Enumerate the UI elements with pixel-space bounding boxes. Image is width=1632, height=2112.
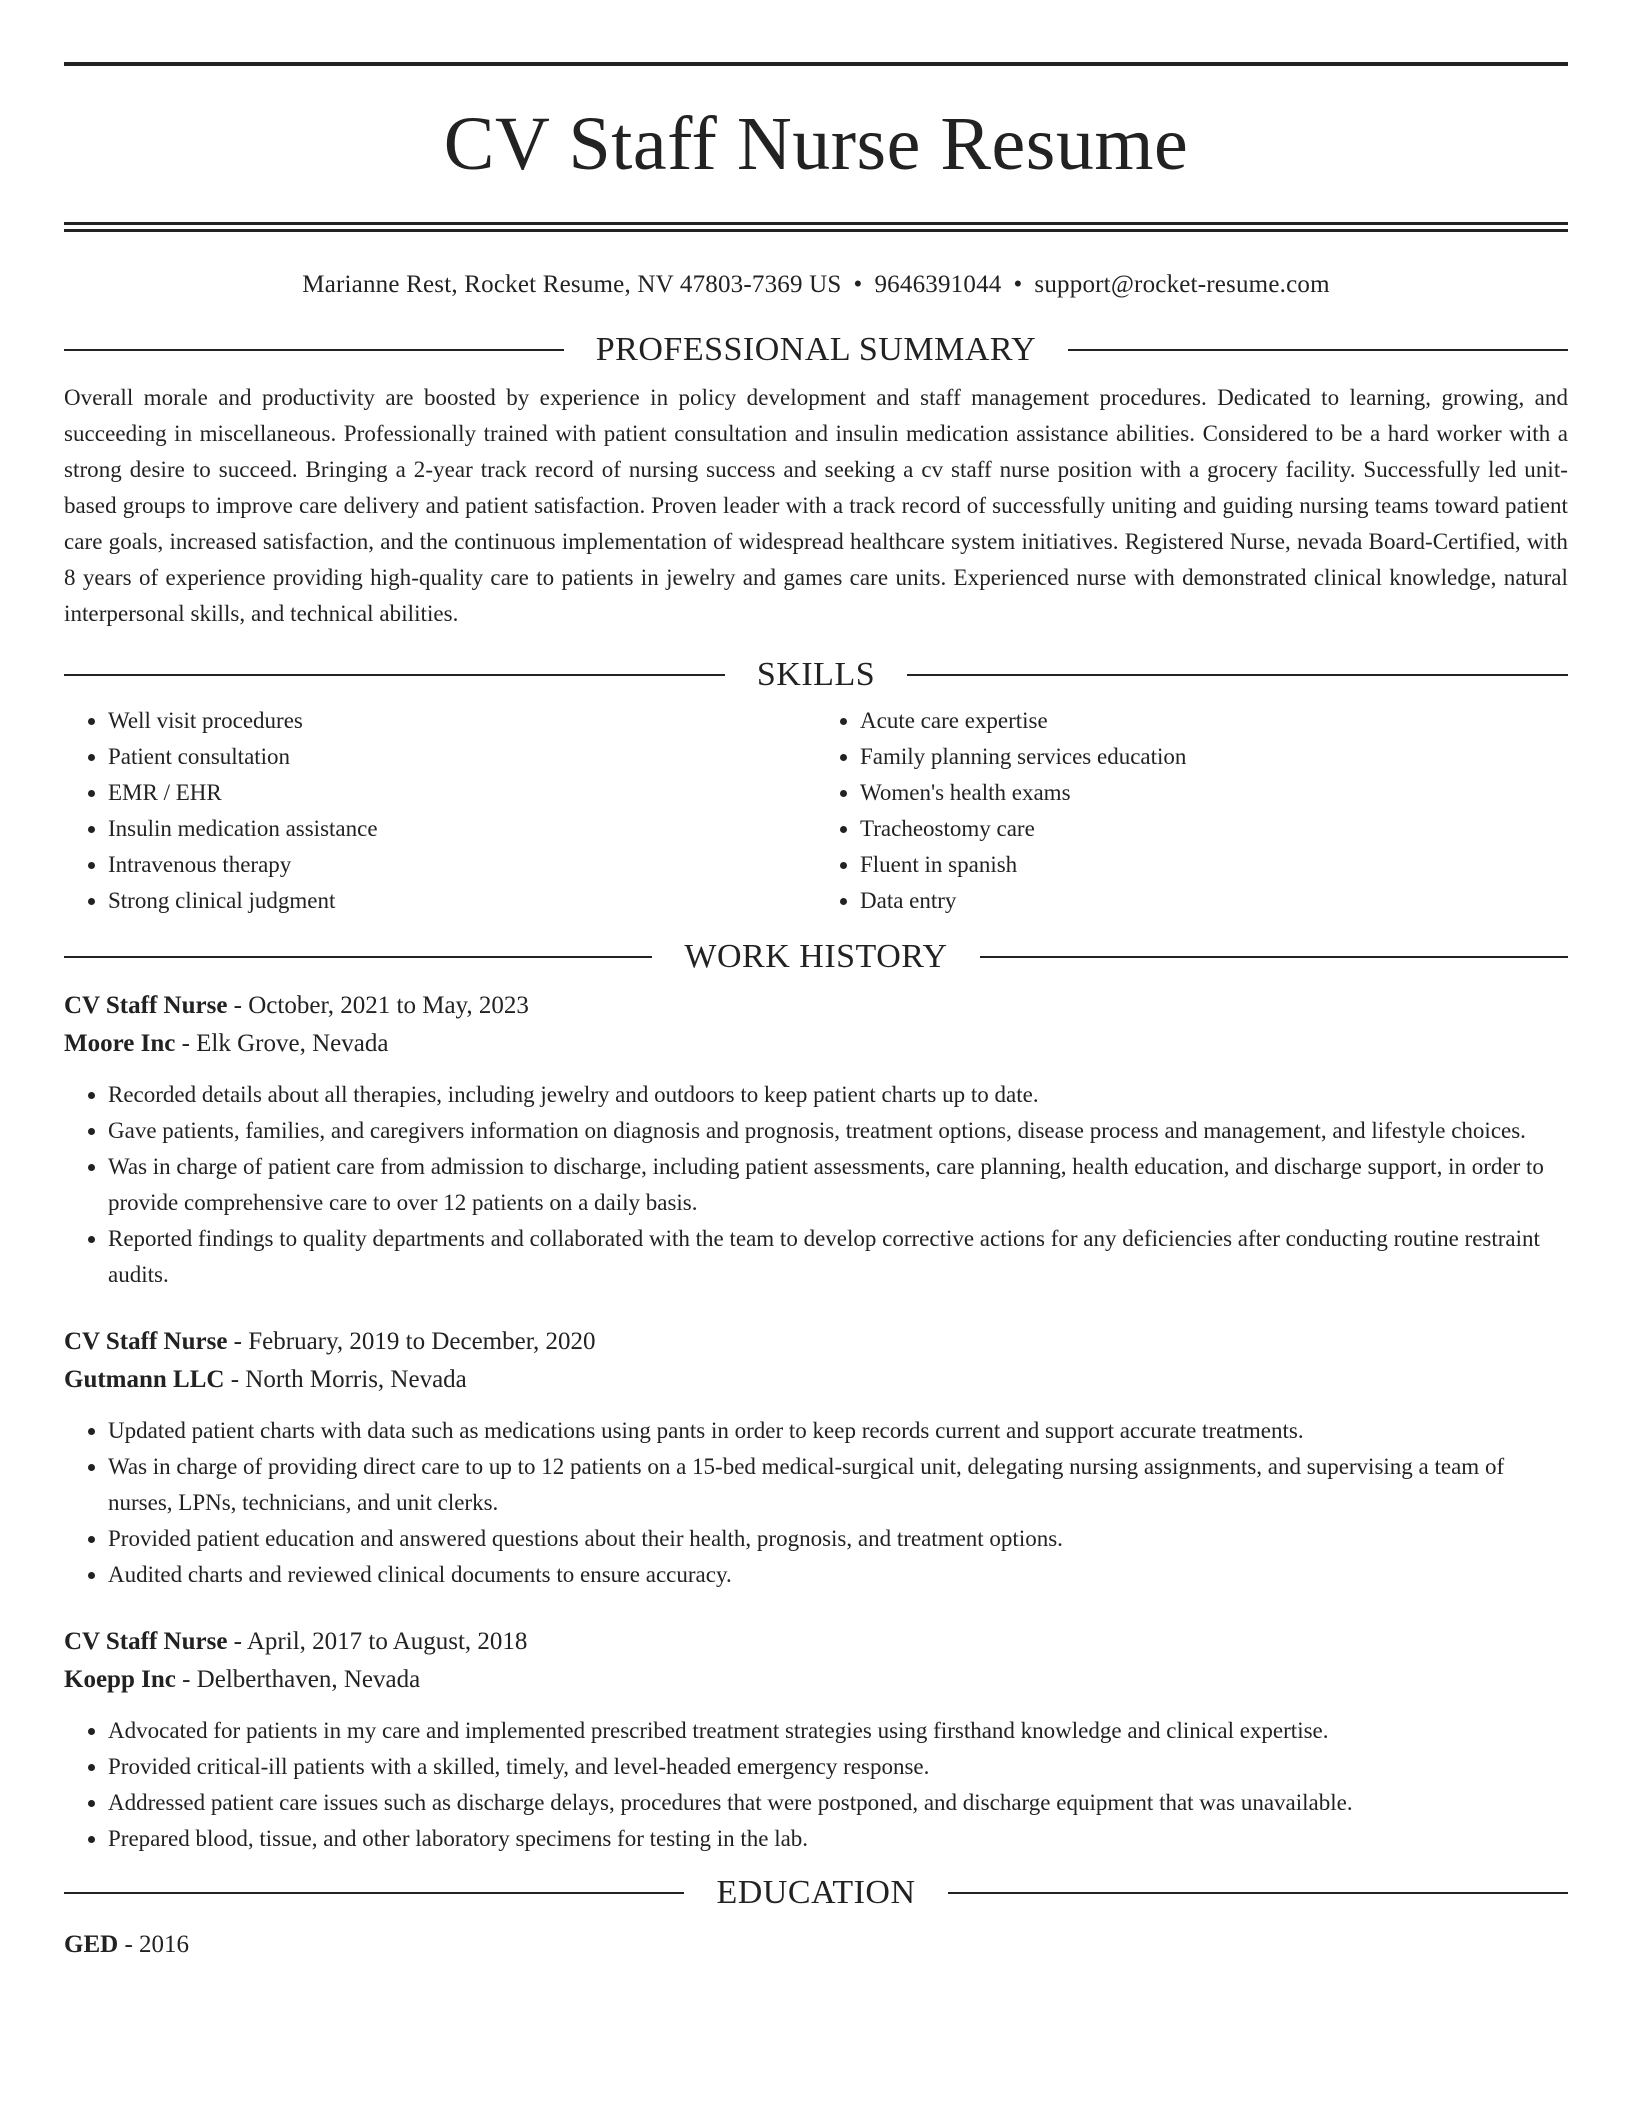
job-location: - Elk Grove, Nevada — [175, 1030, 389, 1057]
education-heading — [64, 1873, 1568, 1913]
job-title-line — [64, 987, 1568, 1025]
job-bullet: • Was in charge of patient care from admission to discharge, including patient assessments, care planning, health education, and discharge support, in order to provide comprehensive care to over 12 patients on a daily basis. — [108, 1149, 1568, 1221]
resume-title: CV Staff Nurse Resume — [443, 102, 1189, 186]
contact-line — [64, 270, 1568, 300]
skills-list — [64, 703, 1568, 919]
skill-item: • Intravenous therapy — [108, 847, 816, 883]
job-bullet: • Gave patients, families, and caregivers information on diagnosis and prognosis, treatment options, disease process and management, and lifestyle choices. — [108, 1113, 1568, 1149]
skill-item: • Well visit procedures — [108, 703, 816, 739]
heading-rule — [980, 956, 1568, 958]
heading-rule — [64, 1892, 684, 1894]
job-bullet: • Audited charts and reviewed clinical documents to ensure accuracy. — [108, 1557, 1568, 1593]
summary-heading-label: PROFESSIONAL SUMMARY — [595, 331, 1037, 368]
work-heading — [64, 937, 1568, 977]
skill-item: • Insulin medication assistance — [108, 811, 816, 847]
skills-column-right — [816, 703, 1568, 919]
skill-item: • Fluent in spanish — [860, 847, 1568, 883]
job-bullet: • Recorded details about all therapies, including jewelry and outdoors to keep patient charts up to date. — [108, 1077, 1568, 1113]
job-location: - Delberthaven, Nevada — [175, 1666, 421, 1693]
resume-page — [64, 62, 1568, 1963]
education-heading-label: EDUCATION — [716, 1874, 916, 1911]
job-entry — [64, 1323, 1568, 1593]
job-dates: - February, 2019 to December, 2020 — [227, 1328, 596, 1355]
education-entry — [64, 1927, 1568, 1963]
job-dates: - October, 2021 to May, 2023 — [227, 992, 529, 1019]
job-bullet: • Advocated for patients in my care and implemented prescribed treatment strategies using firsthand knowledge and clinical expertise. — [108, 1713, 1568, 1749]
education-degree: GED — [64, 1931, 119, 1958]
job-bullet: • Provided critical-ill patients with a skilled, timely, and level-headed emergency response. — [108, 1749, 1568, 1785]
job-bullet: • Addressed patient care issues such as discharge delays, procedures that were postponed, and discharge equipment that was unavailable. — [108, 1785, 1568, 1821]
job-title: CV Staff Nurse — [64, 1328, 228, 1355]
education-year: - 2016 — [118, 1931, 190, 1958]
skill-item: • Family planning services education — [860, 739, 1568, 775]
job-bullet: • Prepared blood, tissue, and other laboratory specimens for testing in the lab. — [108, 1821, 1568, 1857]
heading-rule — [907, 674, 1568, 676]
job-company: Koepp Inc — [64, 1666, 176, 1693]
heading-rule — [64, 349, 564, 351]
top-rule — [64, 62, 1568, 66]
title-double-rule — [64, 222, 1568, 232]
contact-phone: 9646391044 — [874, 271, 1002, 298]
job-bullets — [64, 1077, 1568, 1293]
job-bullets — [64, 1413, 1568, 1593]
job-bullet: • Updated patient charts with data such as medications using pants in order to keep records current and support accurate treatments. — [108, 1413, 1568, 1449]
job-title: CV Staff Nurse — [64, 1628, 228, 1655]
summary-heading — [64, 330, 1568, 370]
skills-heading — [64, 655, 1568, 695]
job-entry — [64, 1623, 1568, 1857]
skill-item: • EMR / EHR — [108, 775, 816, 811]
skill-item: • Acute care expertise — [860, 703, 1568, 739]
job-entry — [64, 987, 1568, 1293]
skill-item: • Strong clinical judgment — [108, 883, 816, 919]
skill-item: • Data entry — [860, 883, 1568, 919]
job-bullet: • Reported findings to quality departments and collaborated with the team to develop corrective actions for any deficiencies after conducting routine restraint audits. — [108, 1221, 1568, 1293]
contact-email: support@rocket-resume.com — [1034, 271, 1330, 298]
heading-rule — [64, 956, 652, 958]
job-title-line — [64, 1323, 1568, 1361]
skill-item: • Patient consultation — [108, 739, 816, 775]
heading-rule — [948, 1892, 1568, 1894]
job-title-line — [64, 1623, 1568, 1661]
job-company-line — [64, 1361, 1568, 1399]
job-bullet: • Was in charge of providing direct care to up to 12 patients on a 15-bed medical-surgical unit, delegating nursing assignments, and supervising a team of nurses, LPNs, technicians, and unit clerks. — [108, 1449, 1568, 1521]
job-bullets — [64, 1713, 1568, 1857]
work-heading-label: WORK HISTORY — [684, 938, 948, 975]
skills-column-left — [64, 703, 816, 919]
skill-item: • Tracheostomy care — [860, 811, 1568, 847]
job-company: Moore Inc — [64, 1030, 176, 1057]
job-company-line — [64, 1025, 1568, 1063]
summary-text: Overall morale and productivity are boosted by experience in policy development and staff management procedures. Dedicated to learning, growing, and succeeding in miscellaneous. Professionally trained with patient consultation and insulin medication assistance abilities. Considered to be a hard worker with a strong desire to succeed. Bringing a 2-year track record of nursing success and seeking a cv staff nurse position with a grocery facility. Successfully led unit-based groups to improve care delivery and patient satisfaction. Proven leader with a track record of successfully uniting and guiding nursing teams toward patient care goals, increased satisfaction, and the continuous implementation of widespread healthcare system initiatives. Registered Nurse, nevada Board-Certified, with 8 years of experience providing high-quality care to patients in jewelry and games care units. Experienced nurse with demonstrated clinical knowledge, natural interpersonal skills, and technical abilities. — [64, 385, 1568, 626]
heading-rule — [64, 674, 725, 676]
contact-separator: • — [853, 271, 863, 298]
skills-heading-label: SKILLS — [756, 656, 876, 693]
contact-separator: • — [1013, 271, 1023, 298]
job-company-line — [64, 1661, 1568, 1699]
job-title: CV Staff Nurse — [64, 992, 228, 1019]
contact-address: Marianne Rest, Rocket Resume, NV 47803-7369 US — [302, 271, 842, 298]
job-dates: - April, 2017 to August, 2018 — [227, 1628, 528, 1655]
job-bullet: • Provided patient education and answered questions about their health, prognosis, and treatment options. — [108, 1521, 1568, 1557]
heading-rule — [1068, 349, 1568, 351]
skill-item: • Women's health exams — [860, 775, 1568, 811]
job-company: Gutmann LLC — [64, 1366, 225, 1393]
job-location: - North Morris, Nevada — [224, 1366, 467, 1393]
